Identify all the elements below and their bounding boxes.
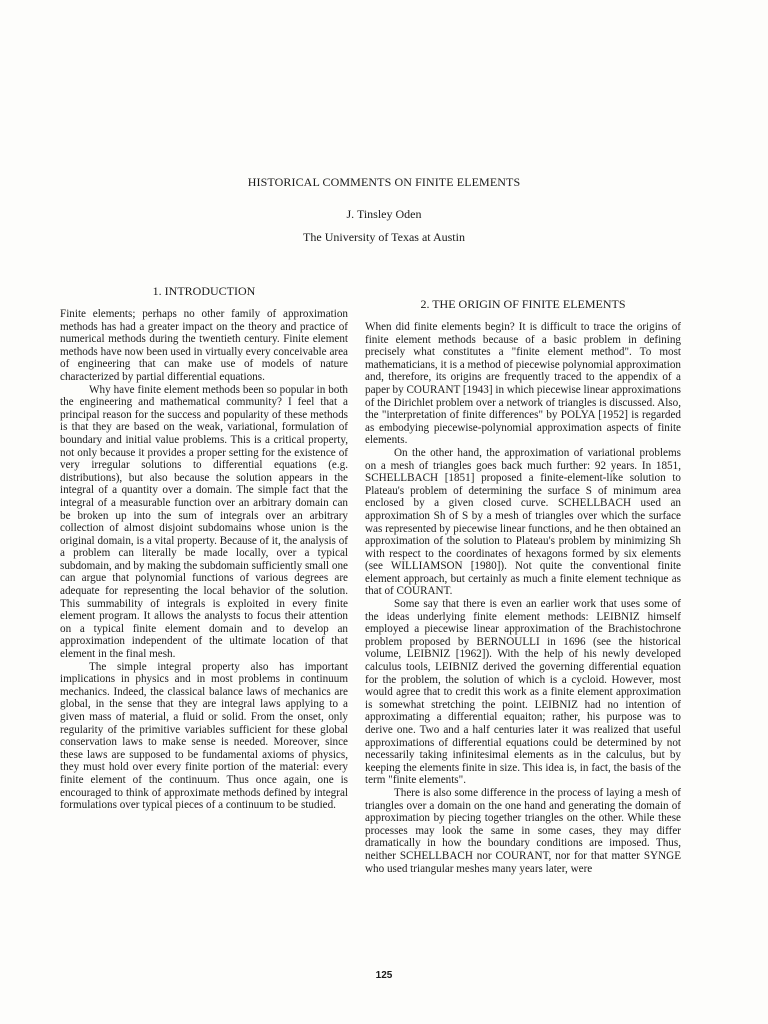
page-number: 125 — [375, 970, 393, 981]
section-heading-introduction: 1. INTRODUCTION — [152, 284, 256, 298]
author-name: J. Tinsley Oden — [346, 207, 422, 221]
author-affiliation: The University of Texas at Austin — [303, 230, 465, 244]
paragraph: The simple integral property also has important implications in physics and in most problems in continuum mechanics. Indeed, the classical balance laws of mechanics are global, in the sense that they are integral laws applying to a given mass of material, a fluid or solid. From the onset, only regularity of the primitive variables sufficient for these global conservation laws to make sense is needed. Moreover, since these laws are supposed to be fundamental axioms of physics, they must hold over every finite portion of the material: every finite element of the continuum. Thus once again, one is encouraged to think of approximate methods defined by integral formulations over typical pieces of a continuum to be studied. — [60, 660, 348, 812]
left-column — [60, 308, 348, 812]
paragraph: Some say that there is even an earlier work that uses some of the ideas underlying finite element methods: LEIBNIZ himself employed a piecewise linear approximation of the Brachistochrone problem proposed by BERNOULLI in 1696 (see the historical volume, LEIBNIZ [1962]). With the help of his newly developed calculus tools, LEIBNIZ derived the governing differential equation for the problem, the solution of which is a cycloid. However, most would agree that to credit this work as a finite element approximation is somewhat stretching the point. LEIBNIZ had no intention of approximating a differential equaiton; rather, his purpose was to derive one. Two and a half centuries later it was realized that useful approximations of differential equations could be determined by not necessarily taking infinitesimal elements as in the calculus, but by keeping the elements finite in size. This idea is, in fact, the basis of the term "finite elements". — [365, 598, 681, 787]
paper-title: HISTORICAL COMMENTS ON FINITE ELEMENTS — [247, 175, 521, 189]
section-heading-origin: 2. THE ORIGIN OF FINITE ELEMENTS — [420, 297, 626, 311]
paragraph: When did finite elements begin? It is difficult to trace the origins of finite element methods because of a basic problem in defining precisely what constitutes a "finite element method". To most mathematicians, it is a method of piecewise polynomial approximation and, therefore, its origins are frequently traced to the appendix of a paper by COURANT [1943] in which piecewise linear approximations of the Dirichlet problem over a network of triangles is discussed. Also, the "interpretation of finite differences" by POLYA [1952] is regarded as embodying piecewise-polynomial approximation aspects of finite elements. — [365, 321, 681, 447]
paragraph: On the other hand, the approximation of variational problems on a mesh of triangles goes back much further: 92 years. In 1851, SCHELLBACH [1851] proposed a finite-element-like solution to Plateau's problem of determining the surface S of minimum area enclosed by a given closed curve. SCHELLBACH used an approximation Sh of S by a mesh of triangles over which the surface was represented by piecewise linear functions, and he then obtained an approximation of the solution to Plateau's problem by minimizing Sh with respect to the coordinates of hexagons formed by six elements (see WILLIAMSON [1980]). Not quite the conventional finite element approach, but certainly as much a finite element technique as that of COURANT. — [365, 446, 681, 598]
paragraph: Why have finite element methods been so popular in both the engineering and mathematical community? I feel that a principal reason for the success and popularity of these methods is that they are based on the weak, variational, formulation of boundary and initial value problems. This is a critical property, not only because it provides a proper setting for the existence of very irregular solutions to differential equations (e.g. distributions), but also because the solution appears in the integral of a quantity over a domain. The simple fact that the integral of a measurable function over an arbitrary domain can be broken up into the sum of integrals over an arbitrary collection of almost disjoint subdomains whose union is the original domain, is a vital property. Because of it, the analysis of a problem can literally be made locally, over a typical subdomain, and by making the subdomain sufficiently small one can argue that polynomial functions of various degrees are adequate for representing the local behavior of the solution. This summability of integrals is exploited in every finite element program. It allows the analysts to focus their attention on a typical finite element domain and to develop an approximation independent of the ultimate location of that element in the final mesh. — [60, 383, 348, 661]
paragraph: There is also some difference in the process of laying a mesh of triangles over a domain on the one hand and generating the domain of approximation by piecing together triangles on the other. While these processes may look the same in some cases, they may differ dramatically in how the boundary conditions are imposed. Thus, neither SCHELLBACH nor COURANT, nor for that matter SYNGE who used triangular meshes many years later, were — [365, 786, 681, 875]
paragraph: Finite elements; perhaps no other family of approximation methods has had a greater impact on the theory and practice of numerical methods during the twentieth century. Finite element methods have now been used in virtually every conceivable area of engineering that can make use of models of nature characterized by partial differential equations. — [60, 308, 348, 383]
right-column — [365, 321, 681, 875]
